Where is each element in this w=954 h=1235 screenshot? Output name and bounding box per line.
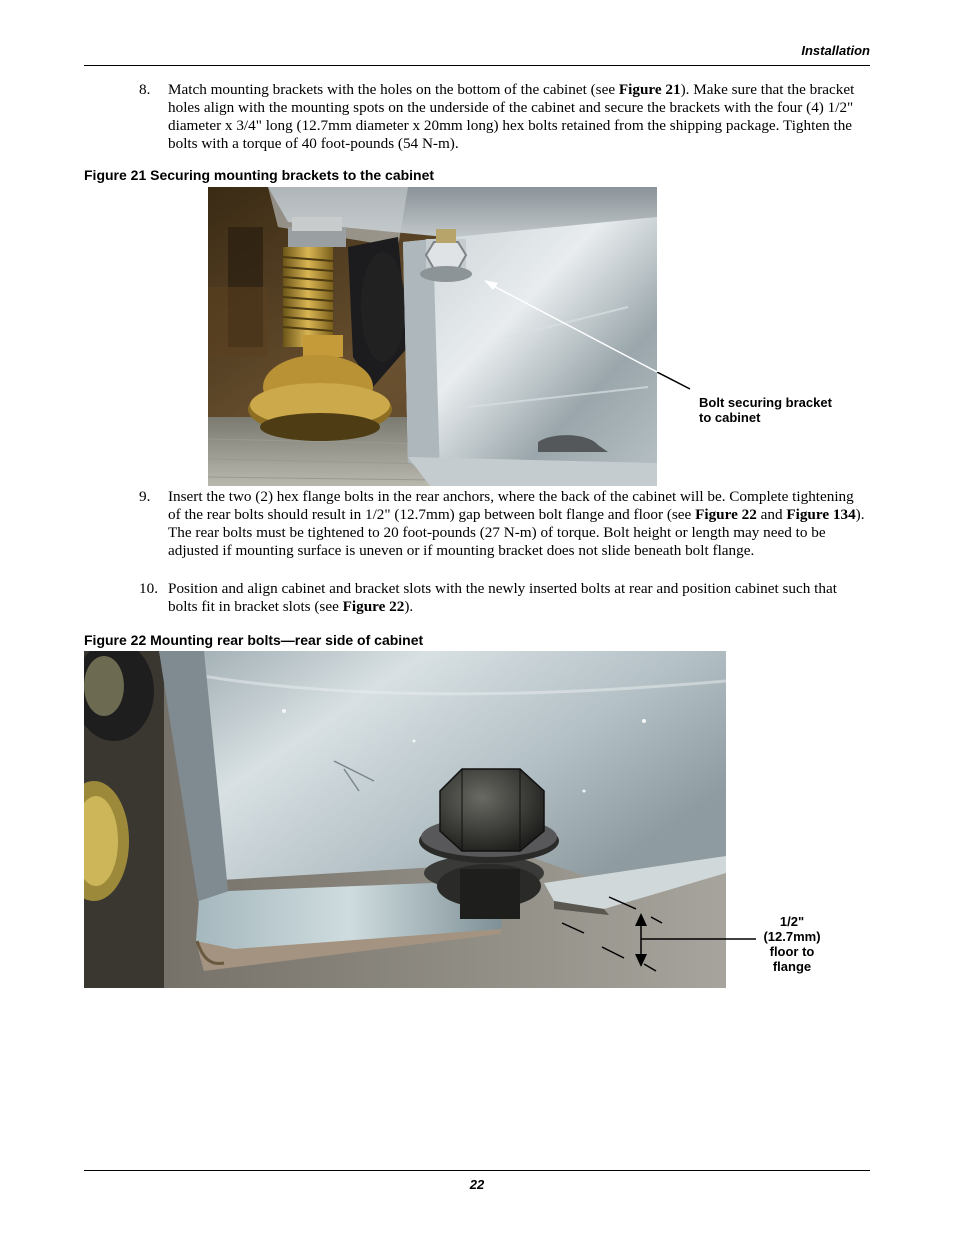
- footer-rule: [84, 1170, 870, 1171]
- step-text-part: ).: [404, 598, 414, 615]
- gap-dimension-marks: [84, 651, 726, 988]
- callout-text: floor to: [769, 944, 815, 959]
- figure-reference: Figure 22: [695, 506, 757, 523]
- step-number: 9.: [139, 488, 151, 505]
- running-header: Installation: [801, 43, 870, 58]
- step-text-part: and: [756, 506, 787, 523]
- callout-text: to cabinet: [699, 410, 761, 425]
- step-text-part: Position and align cabinet and bracket slots with the newly inserted bolts at rear and position cabinet such that bolts fit in bracket slots (see: [168, 580, 837, 615]
- step-8: [139, 81, 870, 153]
- step-text-part: ). Make sure that the bracket holes align with the mounting spots on the underside of the cabinet and secure the brackets with the four (4) 1/2" diameter x 3/4" long (12.7mm diameter x 20mm long) hex bolts retained from the shipping package. Tighten the bolts with a torque of 40 foot-pounds (54 N-m).: [168, 81, 855, 152]
- callout-leader-line-external: [657, 372, 697, 392]
- dimension-leader-line: [726, 937, 758, 941]
- callout-text: (12.7mm): [763, 929, 821, 944]
- step-text: [168, 81, 870, 153]
- step-text-part: ). The rear bolts must be tightened to 20 foot-pounds (27 N-m) of torque. Bolt height or length may need to be adjusted if mounting surface is uneven or if mounting bracket does not slide beneath bolt flange.: [168, 506, 865, 559]
- callout-leader-line: [208, 187, 657, 486]
- callout-text: 1/2": [779, 914, 805, 929]
- step-10: [139, 580, 870, 616]
- figure-21-photo: [208, 187, 657, 486]
- header-rule: [84, 65, 870, 66]
- step-text: [168, 488, 870, 560]
- figure-22-callout: [756, 914, 828, 974]
- step-text: [168, 580, 870, 616]
- step-number: 10.: [139, 580, 158, 597]
- figure-21-callout: [699, 395, 832, 425]
- figure-21-title: Figure 21 Securing mounting brackets to the cabinet: [84, 167, 435, 183]
- figure-reference: Figure 22: [342, 598, 405, 615]
- step-text-part: Insert the two (2) hex flange bolts in the rear anchors, where the back of the cabinet will be. Complete tightening of the rear bolts should result in 1/2" (12.7mm) gap between bolt flange and floor (see: [168, 488, 854, 523]
- figure-reference: Figure 134: [786, 506, 856, 523]
- figure-22-photo: [84, 651, 726, 988]
- page-number: 22: [469, 1177, 485, 1192]
- callout-text: Bolt securing bracket: [699, 395, 832, 410]
- figure-22-title: Figure 22 Mounting rear bolts—rear side of cabinet: [84, 632, 424, 648]
- figure-reference: Figure 21: [618, 81, 681, 98]
- step-number: 8.: [139, 81, 151, 98]
- step-9: [139, 488, 870, 578]
- step-text-part: Match mounting brackets with the holes on the bottom of the cabinet (see: [168, 81, 619, 98]
- callout-text: flange: [772, 959, 812, 974]
